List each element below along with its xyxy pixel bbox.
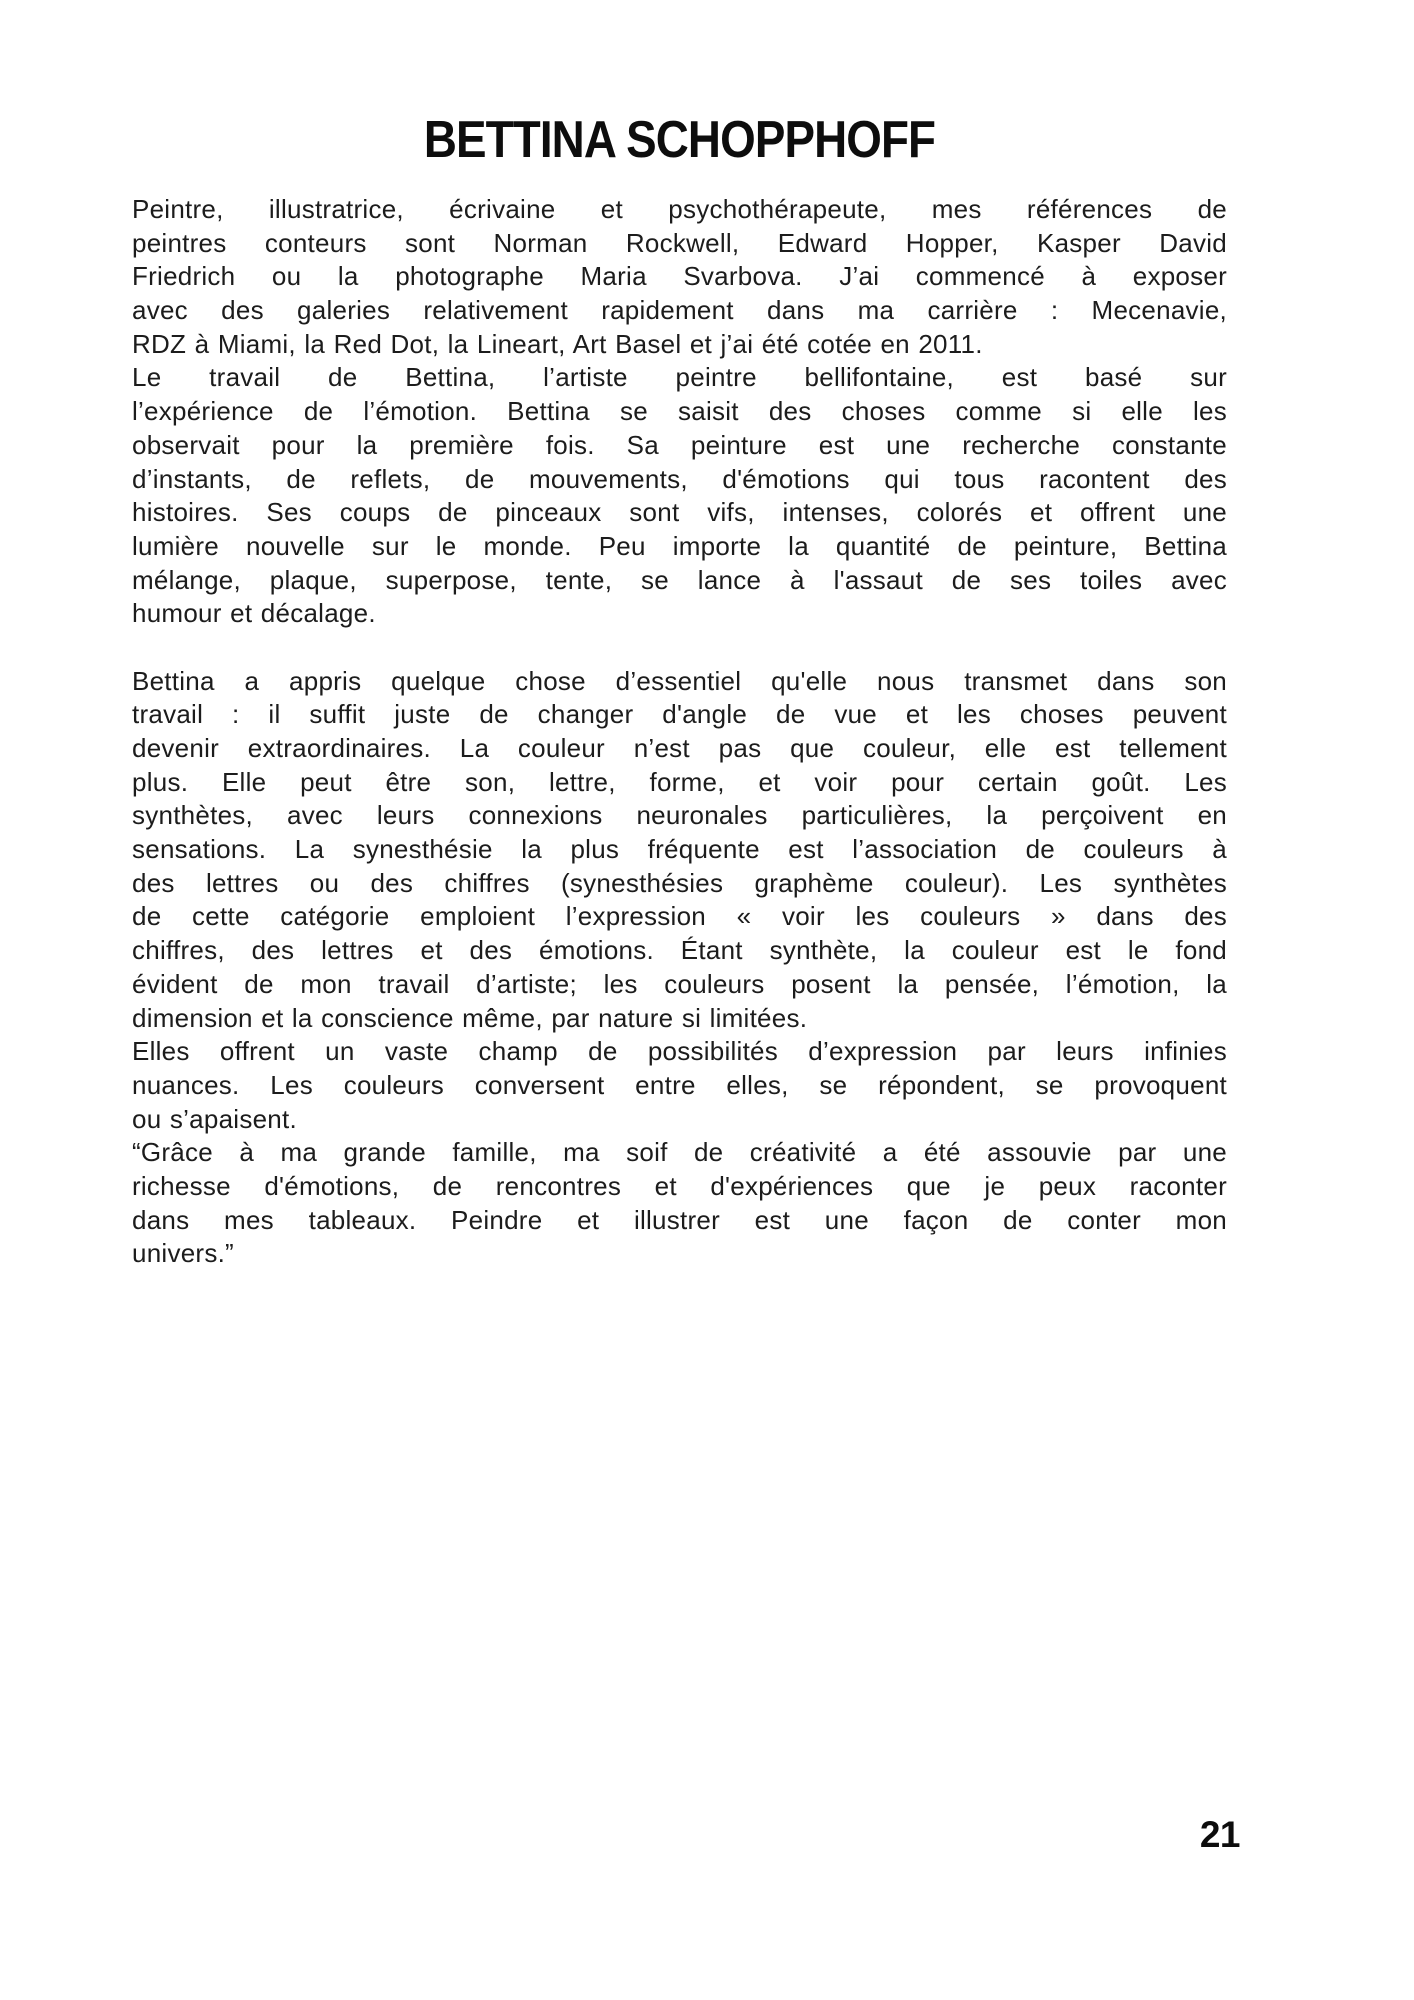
text-line: Le travail de Bettina, l’artiste peintre bellifontaine, est basé sur <box>132 362 1227 393</box>
text-line: chiffres, des lettres et des émotions. Étant synthète, la couleur est le fond <box>132 935 1227 966</box>
text-line: histoires. Ses coups de pinceaux sont vifs, intenses, colorés et offrent une <box>132 497 1227 528</box>
text-line: humour et décalage. <box>132 598 376 629</box>
text-line: dimension et la conscience même, par nature si limitées. <box>132 1002 808 1033</box>
text-line: de cette catégorie emploient l’expression « voir les couleurs » dans des <box>132 901 1227 932</box>
paragraph-spacer <box>132 631 1227 665</box>
text-line: évident de mon travail d’artiste; les couleurs posent la pensée, l’émotion, la <box>132 968 1227 999</box>
paragraph <box>132 1136 1227 1271</box>
paragraph <box>132 361 1227 631</box>
text-line: mélange, plaque, superpose, tente, se lance à l'assaut de ses toiles avec <box>132 564 1227 595</box>
text-line: Elles offrent un vaste champ de possibilités d’expression par leurs infinies <box>132 1036 1227 1067</box>
text-line: lumière nouvelle sur le monde. Peu importe la quantité de peinture, Bettina <box>132 530 1227 561</box>
text-line: devenir extraordinaires. La couleur n’est pas que couleur, elle est tellement <box>132 733 1227 763</box>
text-line: univers.” <box>132 1238 234 1269</box>
text-line: observait pour la première fois. Sa peinture est une recherche constante <box>132 429 1227 460</box>
text-line: “Grâce à ma grande famille, ma soif de créativité a été assouvie par une <box>132 1137 1227 1168</box>
paragraph <box>132 193 1227 361</box>
page-title: BETTINA SCHOPPHOFF <box>423 111 936 169</box>
text-line: d’instants, de reflets, de mouvements, d'émotions qui tous racontent des <box>132 463 1227 494</box>
paragraph <box>132 665 1227 1036</box>
text-line: des lettres ou des chiffres (synesthésies graphème couleur). Les synthètes <box>132 867 1227 898</box>
paragraph <box>132 1035 1227 1136</box>
body-text <box>132 193 1227 1271</box>
text-line: peintres conteurs sont Norman Rockwell, Edward Hopper, Kasper David <box>132 227 1227 258</box>
text-column <box>132 111 1227 1271</box>
text-line: avec des galeries relativement rapidement dans ma carrière : Mecenavie, <box>132 295 1227 326</box>
text-line: sensations. La synesthésie la plus fréquente est l’association de couleurs à <box>132 834 1227 865</box>
text-line: RDZ à Miami, la Red Dot, la Lineart, Art Basel et j’ai été cotée en 2011. <box>132 328 983 359</box>
text-line: travail : il suffit juste de changer d'angle de vue et les choses peuvent <box>132 699 1227 730</box>
text-line: Friedrich ou la photographe Maria Svarbova. J’ai commencé à exposer <box>132 261 1227 292</box>
page-number: 21 <box>1199 1814 1240 1855</box>
text-line: plus. Elle peut être son, lettre, forme, et voir pour certain goût. Les <box>132 766 1227 797</box>
text-line: l’expérience de l’émotion. Bettina se saisit des choses comme si elle les <box>132 396 1227 427</box>
text-line: synthètes, avec leurs connexions neuronales particulières, la perçoivent en <box>132 800 1227 831</box>
text-line: nuances. Les couleurs conversent entre elles, se répondent, se provoquent <box>132 1069 1227 1100</box>
text-line: Peintre, illustratrice, écrivaine et psychothérapeute, mes références de <box>132 194 1227 224</box>
text-line: ou s’apaisent. <box>132 1103 297 1134</box>
text-line: dans mes tableaux. Peindre et illustrer est une façon de conter mon <box>132 1204 1227 1235</box>
text-line: richesse d'émotions, de rencontres et d'expériences que je peux raconter <box>132 1170 1227 1201</box>
text-line: Bettina a appris quelque chose d’essentiel qu'elle nous transmet dans son <box>132 665 1227 696</box>
